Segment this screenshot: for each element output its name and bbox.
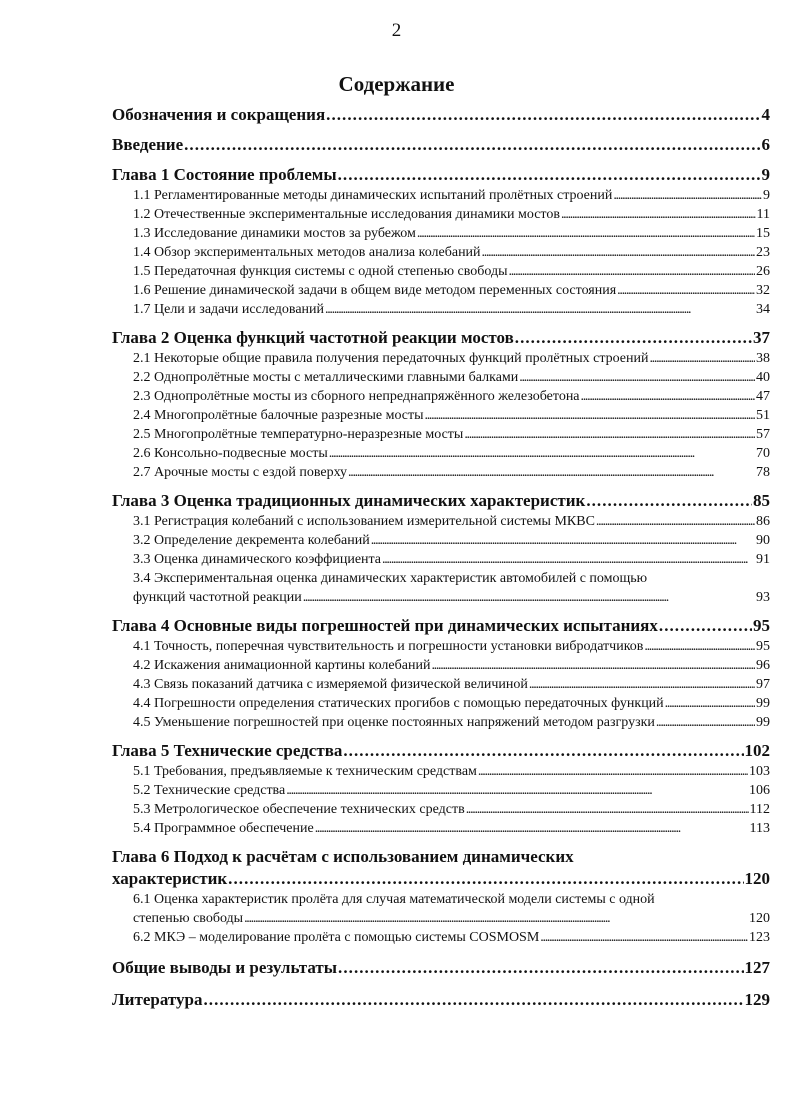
entry-title: Глава 1 Состояние проблемы (112, 165, 337, 184)
section-entry[interactable] (112, 637, 770, 656)
dot-leader (326, 104, 760, 126)
chapter-title-line: Глава 6 Подход к расчётам с использованием динамических (112, 847, 574, 866)
chapter-entry[interactable] (112, 327, 770, 349)
entry-page: 9 (761, 165, 770, 184)
entry-page: 38 (756, 351, 770, 366)
entry-title: Глава 2 Оценка функций частотной реакции мостов (112, 328, 514, 347)
toc-entry[interactable] (112, 104, 770, 126)
section-entry[interactable] (112, 800, 770, 819)
dot-leader (581, 387, 755, 406)
dot-leader (515, 327, 752, 349)
section-entry[interactable] (112, 463, 770, 482)
table-of-contents (112, 104, 770, 1011)
entry-page: 103 (749, 764, 770, 779)
dot-leader (665, 694, 755, 713)
dot-leader (464, 425, 755, 444)
dot-leader (431, 656, 755, 675)
entry-page: 99 (756, 715, 770, 730)
entry-page: 95 (756, 639, 770, 654)
entry-title: Общие выводы и результаты (112, 958, 338, 977)
dot-leader (425, 406, 755, 425)
entry-page: 93 (756, 590, 770, 605)
entry-page: 26 (756, 264, 770, 279)
section-entry[interactable] (112, 425, 770, 444)
dot-leader (659, 615, 752, 637)
dot-leader (203, 989, 743, 1011)
entry-page: 97 (756, 677, 770, 692)
section-entry[interactable] (112, 819, 770, 838)
dot-leader (617, 281, 755, 300)
entry-page: 99 (756, 696, 770, 711)
dot-leader (325, 300, 755, 319)
dot-leader (338, 164, 761, 186)
entry-page: 96 (756, 658, 770, 673)
entry-page: 127 (744, 958, 770, 977)
entry-title: 2.3 Однопролётные мосты из сборного непреднапряжённого железобетона (133, 389, 580, 404)
entry-title: 5.3 Метрологическое обеспечение технических средств (133, 802, 465, 817)
entry-page: 113 (749, 821, 770, 836)
dot-leader (482, 243, 755, 262)
entry-title: 5.4 Программное обеспечение (133, 821, 314, 836)
entry-title: Глава 3 Оценка традиционных динамических характеристик (112, 491, 586, 510)
entry-title: 1.6 Решение динамической задачи в общем виде методом переменных состояния (133, 283, 617, 298)
entry-title: степенью свободы (133, 911, 244, 926)
entry-title: 1.1 Регламентированные методы динамических испытаний пролётных строений (133, 188, 613, 203)
section-entry[interactable] (112, 675, 770, 694)
entry-page: 32 (756, 283, 770, 298)
dot-leader (478, 762, 748, 781)
entry-page: 15 (756, 226, 770, 241)
dot-leader (561, 205, 756, 224)
section-entry[interactable] (112, 781, 770, 800)
entry-title: функций частотной реакции (133, 590, 302, 605)
entry-page: 11 (756, 207, 770, 222)
dot-leader (596, 512, 755, 531)
chapter-entry[interactable] (112, 490, 770, 512)
entry-page: 4 (761, 105, 770, 124)
entry-title: 4.4 Погрешности определения статических прогибов с помощью передаточных функций (133, 696, 664, 711)
entry-title: Глава 4 Основные виды погрешностей при динамических испытаниях (112, 616, 658, 635)
section-entry[interactable] (112, 387, 770, 406)
section-entry[interactable] (112, 406, 770, 425)
entry-page: 78 (756, 465, 770, 480)
entry-title: 5.1 Требования, предъявляемые к техническим средствам (133, 764, 477, 779)
entry-page: 57 (756, 427, 770, 442)
entry-title: Глава 5 Технические средства (112, 741, 343, 760)
entry-page: 40 (756, 370, 770, 385)
entry-title: 6.2 МКЭ – моделирование пролёта с помощью системы COSMOSM (133, 930, 540, 945)
entry-page: 120 (749, 911, 770, 926)
entry-title: 1.2 Отечественные экспериментальные исследования динамики мостов (133, 207, 560, 222)
entry-title: 4.2 Искажения анимационной картины колебаний (133, 658, 431, 673)
chapter-entry[interactable] (112, 164, 770, 186)
dot-leader (348, 463, 755, 482)
section-entry[interactable] (112, 349, 770, 368)
entry-title: 2.6 Консольно-подвесные мосты (133, 446, 328, 461)
section-entry[interactable] (112, 694, 770, 713)
dot-leader (184, 134, 760, 156)
entry-title: 2.1 Некоторые общие правила получения передаточных функций пролётных строений (133, 351, 649, 366)
section-entry[interactable] (112, 262, 770, 281)
dot-leader (540, 928, 748, 947)
entry-page: 120 (744, 869, 770, 888)
section-entry[interactable] (112, 186, 770, 205)
entry-title: 3.3 Оценка динамического коэффициента (133, 552, 382, 567)
section-entry[interactable] (112, 909, 770, 928)
section-entry[interactable] (112, 205, 770, 224)
dot-leader (244, 909, 748, 928)
entry-page: 47 (756, 389, 770, 404)
dot-leader (329, 444, 755, 463)
entry-page: 102 (744, 741, 770, 760)
entry-page: 37 (753, 328, 770, 347)
dot-leader (303, 588, 755, 607)
entry-page: 23 (756, 245, 770, 260)
section-entry[interactable] (112, 550, 770, 569)
entry-title: 2.4 Многопролётные балочные разрезные мосты (133, 408, 424, 423)
entry-page: 85 (753, 491, 770, 510)
section-entry[interactable] (112, 281, 770, 300)
entry-page: 91 (756, 552, 770, 567)
dot-leader (586, 490, 752, 512)
page-title: Содержание (338, 72, 455, 96)
section-entry[interactable] (112, 243, 770, 262)
entry-title: 4.5 Уменьшение погрешностей при оценке постоянных напряжений методом разгрузки (133, 715, 655, 730)
section-entry[interactable] (112, 531, 770, 550)
dot-leader (466, 800, 749, 819)
dot-leader (228, 868, 743, 890)
section-entry[interactable] (112, 224, 770, 243)
dot-leader (315, 819, 749, 838)
entry-title: характеристик (112, 869, 228, 888)
chapter-entry[interactable] (112, 615, 770, 637)
entry-title: Литература (112, 990, 203, 1009)
dot-leader (529, 675, 755, 694)
entry-page: 112 (749, 802, 770, 817)
entry-page: 9 (763, 188, 770, 203)
dot-leader (519, 368, 755, 387)
dot-leader (286, 781, 748, 800)
dot-leader (417, 224, 755, 243)
dot-leader (343, 740, 743, 762)
entry-title: 4.3 Связь показаний датчика с измеряемой физической величиной (133, 677, 528, 692)
dot-leader (656, 713, 755, 732)
section-entry[interactable] (112, 512, 770, 531)
entry-page: 6 (761, 135, 770, 154)
entry-page: 106 (749, 783, 770, 798)
chapter-entry[interactable] (112, 740, 770, 762)
section-entry[interactable] (112, 588, 770, 607)
entry-title: 1.3 Исследование динамики мостов за рубежом (133, 226, 416, 241)
section-entry[interactable] (112, 368, 770, 387)
entry-page: 86 (756, 514, 770, 529)
section-entry[interactable] (112, 656, 770, 675)
entry-title: 3.2 Определение декремента колебаний (133, 533, 370, 548)
entry-page: 95 (753, 616, 770, 635)
entry-page: 129 (744, 990, 770, 1009)
dot-leader (509, 262, 755, 281)
section-title-line: 3.4 Экспериментальная оценка динамических характеристик автомобилей с помощью (133, 571, 648, 586)
entry-title: Обозначения и сокращения (112, 105, 326, 124)
section-entry[interactable] (112, 444, 770, 463)
toc-entry[interactable] (112, 134, 770, 156)
entry-title: 1.4 Обзор экспериментальных методов анализа колебаний (133, 245, 481, 260)
entry-title: 1.7 Цели и задачи исследований (133, 302, 325, 317)
section-entry[interactable] (112, 928, 770, 947)
section-title-line: 6.1 Оценка характеристик пролёта для случая математической модели системы с одной (133, 892, 655, 907)
section-entry[interactable] (112, 713, 770, 732)
entry-title: 4.1 Точность, поперечная чувствительность и погрешности установки вибродатчиков (133, 639, 644, 654)
dot-leader (382, 550, 755, 569)
toc-entry[interactable] (112, 957, 770, 979)
dot-leader (338, 957, 743, 979)
page-number: 2 (391, 20, 402, 41)
entry-page: 70 (756, 446, 770, 461)
toc-entry[interactable] (112, 989, 770, 1011)
entry-title: 2.7 Арочные мосты с ездой поверху (133, 465, 348, 480)
entry-title: 2.2 Однопролётные мосты с металлическими главными балками (133, 370, 519, 385)
entry-page: 34 (756, 302, 770, 317)
entry-title: 3.1 Регистрация колебаний с использованием измерительной системы МКВС (133, 514, 595, 529)
section-entry[interactable] (112, 762, 770, 781)
entry-title: Введение (112, 135, 184, 154)
dot-leader (644, 637, 755, 656)
dot-leader (371, 531, 755, 550)
entry-title: 1.5 Передаточная функция системы с одной степенью свободы (133, 264, 508, 279)
chapter-entry[interactable] (112, 868, 770, 890)
entry-page: 123 (749, 930, 770, 945)
dot-leader (613, 186, 762, 205)
entry-page: 51 (756, 408, 770, 423)
entry-title: 2.5 Многопролётные температурно-неразрезные мосты (133, 427, 464, 442)
entry-page: 90 (756, 533, 770, 548)
dot-leader (649, 349, 755, 368)
section-entry[interactable] (112, 300, 770, 319)
entry-title: 5.2 Технические средства (133, 783, 286, 798)
